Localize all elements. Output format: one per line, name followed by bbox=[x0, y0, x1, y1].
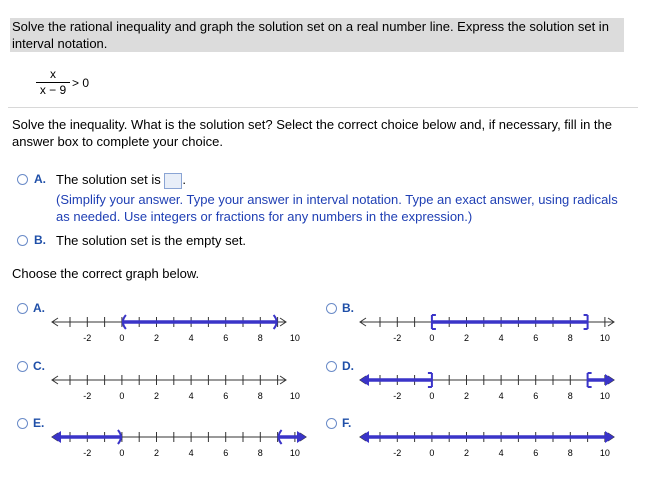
number-line-e bbox=[50, 425, 325, 461]
tick-label: 2 bbox=[153, 391, 160, 401]
fraction-numerator: x bbox=[50, 67, 56, 81]
answer-input-box[interactable] bbox=[164, 173, 182, 189]
tick-label: 0 bbox=[429, 333, 435, 343]
tick-label: -2 bbox=[393, 448, 402, 458]
tick-label: 4 bbox=[188, 333, 194, 343]
tick-label: 0 bbox=[429, 448, 435, 458]
shade-arrow bbox=[605, 374, 614, 386]
graph-c-letter: C. bbox=[33, 359, 45, 373]
tick-label: 2 bbox=[153, 448, 160, 458]
tick-label: 6 bbox=[223, 448, 229, 458]
tick-label: 2 bbox=[463, 333, 470, 343]
choice-a-label: The solution set is bbox=[56, 172, 161, 187]
tick-label: -2 bbox=[83, 391, 92, 401]
shade-arrow bbox=[605, 431, 614, 443]
graph-prompt: Choose the correct graph below. bbox=[12, 266, 200, 281]
choice-a-radio[interactable] bbox=[17, 174, 28, 185]
tick-label: 10 bbox=[289, 448, 300, 458]
divider bbox=[8, 107, 638, 108]
choice-b-letter: B. bbox=[34, 233, 46, 247]
tick-label: 8 bbox=[257, 333, 263, 343]
graph-f-letter: F. bbox=[342, 416, 352, 430]
tick-label: 10 bbox=[599, 391, 610, 401]
tick-label: 8 bbox=[567, 391, 573, 401]
tick-label: 6 bbox=[533, 448, 539, 458]
tick-label: 8 bbox=[257, 448, 263, 458]
graph-e-letter: E. bbox=[33, 416, 45, 430]
tick-label: 8 bbox=[257, 391, 263, 401]
number-line-f bbox=[358, 425, 633, 461]
tick-label: 8 bbox=[567, 333, 573, 343]
graph-a-letter: A. bbox=[33, 301, 45, 315]
tick-label: 6 bbox=[533, 333, 539, 343]
choice-a-letter: A. bbox=[34, 172, 46, 186]
shade-arrow bbox=[360, 431, 369, 443]
tick-label: 10 bbox=[599, 333, 610, 343]
tick-label: -2 bbox=[83, 448, 92, 458]
tick-label: 0 bbox=[119, 333, 125, 343]
graph-a-radio[interactable] bbox=[17, 303, 28, 314]
tick-label: 4 bbox=[498, 333, 504, 343]
tick-label: 0 bbox=[429, 391, 435, 401]
graph-e-radio[interactable] bbox=[17, 418, 28, 429]
number-line-d bbox=[358, 368, 633, 404]
tick-label: 4 bbox=[188, 391, 194, 401]
tick-label: 6 bbox=[223, 391, 229, 401]
instructions: Solve the rational inequality and graph the solution set on a real number line. Express the solution set in interval notation. bbox=[10, 18, 624, 52]
tick-label: 10 bbox=[289, 391, 300, 401]
graph-c-radio[interactable] bbox=[17, 361, 28, 372]
tick-label: -2 bbox=[393, 391, 402, 401]
tick-label: 6 bbox=[223, 333, 229, 343]
tick-label: -2 bbox=[83, 333, 92, 343]
graph-d-letter: D. bbox=[342, 359, 354, 373]
choice-a-period: . bbox=[182, 172, 187, 187]
tick-label: 10 bbox=[289, 333, 300, 343]
number-line-c bbox=[50, 368, 300, 404]
number-line-b bbox=[358, 310, 633, 346]
choice-a-note: (Simplify your answer. Type your answer in interval notation. Type an exact answer, using radicals as needed. Use integers or fractions for any numbers in the expression.) bbox=[56, 192, 618, 224]
tick-label: 0 bbox=[119, 448, 125, 458]
tick-label: 8 bbox=[567, 448, 573, 458]
graph-f-radio[interactable] bbox=[326, 418, 337, 429]
graph-b-letter: B. bbox=[342, 301, 354, 315]
fraction-denominator: x − 9 bbox=[39, 83, 67, 97]
tick-label: 6 bbox=[533, 391, 539, 401]
inequality-fraction bbox=[36, 68, 70, 97]
choice-a-text bbox=[56, 172, 186, 189]
tick-label: 10 bbox=[599, 448, 610, 458]
tick-label: 4 bbox=[498, 391, 504, 401]
question-text: Solve the inequality. What is the solution set? Select the correct choice below and, if necessary, fill in the answer box to complete your choice. bbox=[12, 117, 612, 149]
shade-arrow bbox=[52, 431, 61, 443]
tick-label: 2 bbox=[153, 333, 160, 343]
tick-label: 4 bbox=[188, 448, 194, 458]
graph-b-radio[interactable] bbox=[326, 303, 337, 314]
number-line-a bbox=[50, 310, 300, 346]
tick-label: -2 bbox=[393, 333, 402, 343]
tick-label: 2 bbox=[463, 391, 470, 401]
graph-d-radio[interactable] bbox=[326, 361, 337, 372]
tick-label: 0 bbox=[119, 391, 125, 401]
choice-b-text: The solution set is the empty set. bbox=[56, 233, 247, 248]
tick-label: 2 bbox=[463, 448, 470, 458]
tick-label: 4 bbox=[498, 448, 504, 458]
shade-arrow bbox=[360, 374, 369, 386]
shade-arrow bbox=[297, 431, 306, 443]
inequality-relation: > 0 bbox=[72, 76, 90, 90]
choice-b-radio[interactable] bbox=[17, 235, 28, 246]
